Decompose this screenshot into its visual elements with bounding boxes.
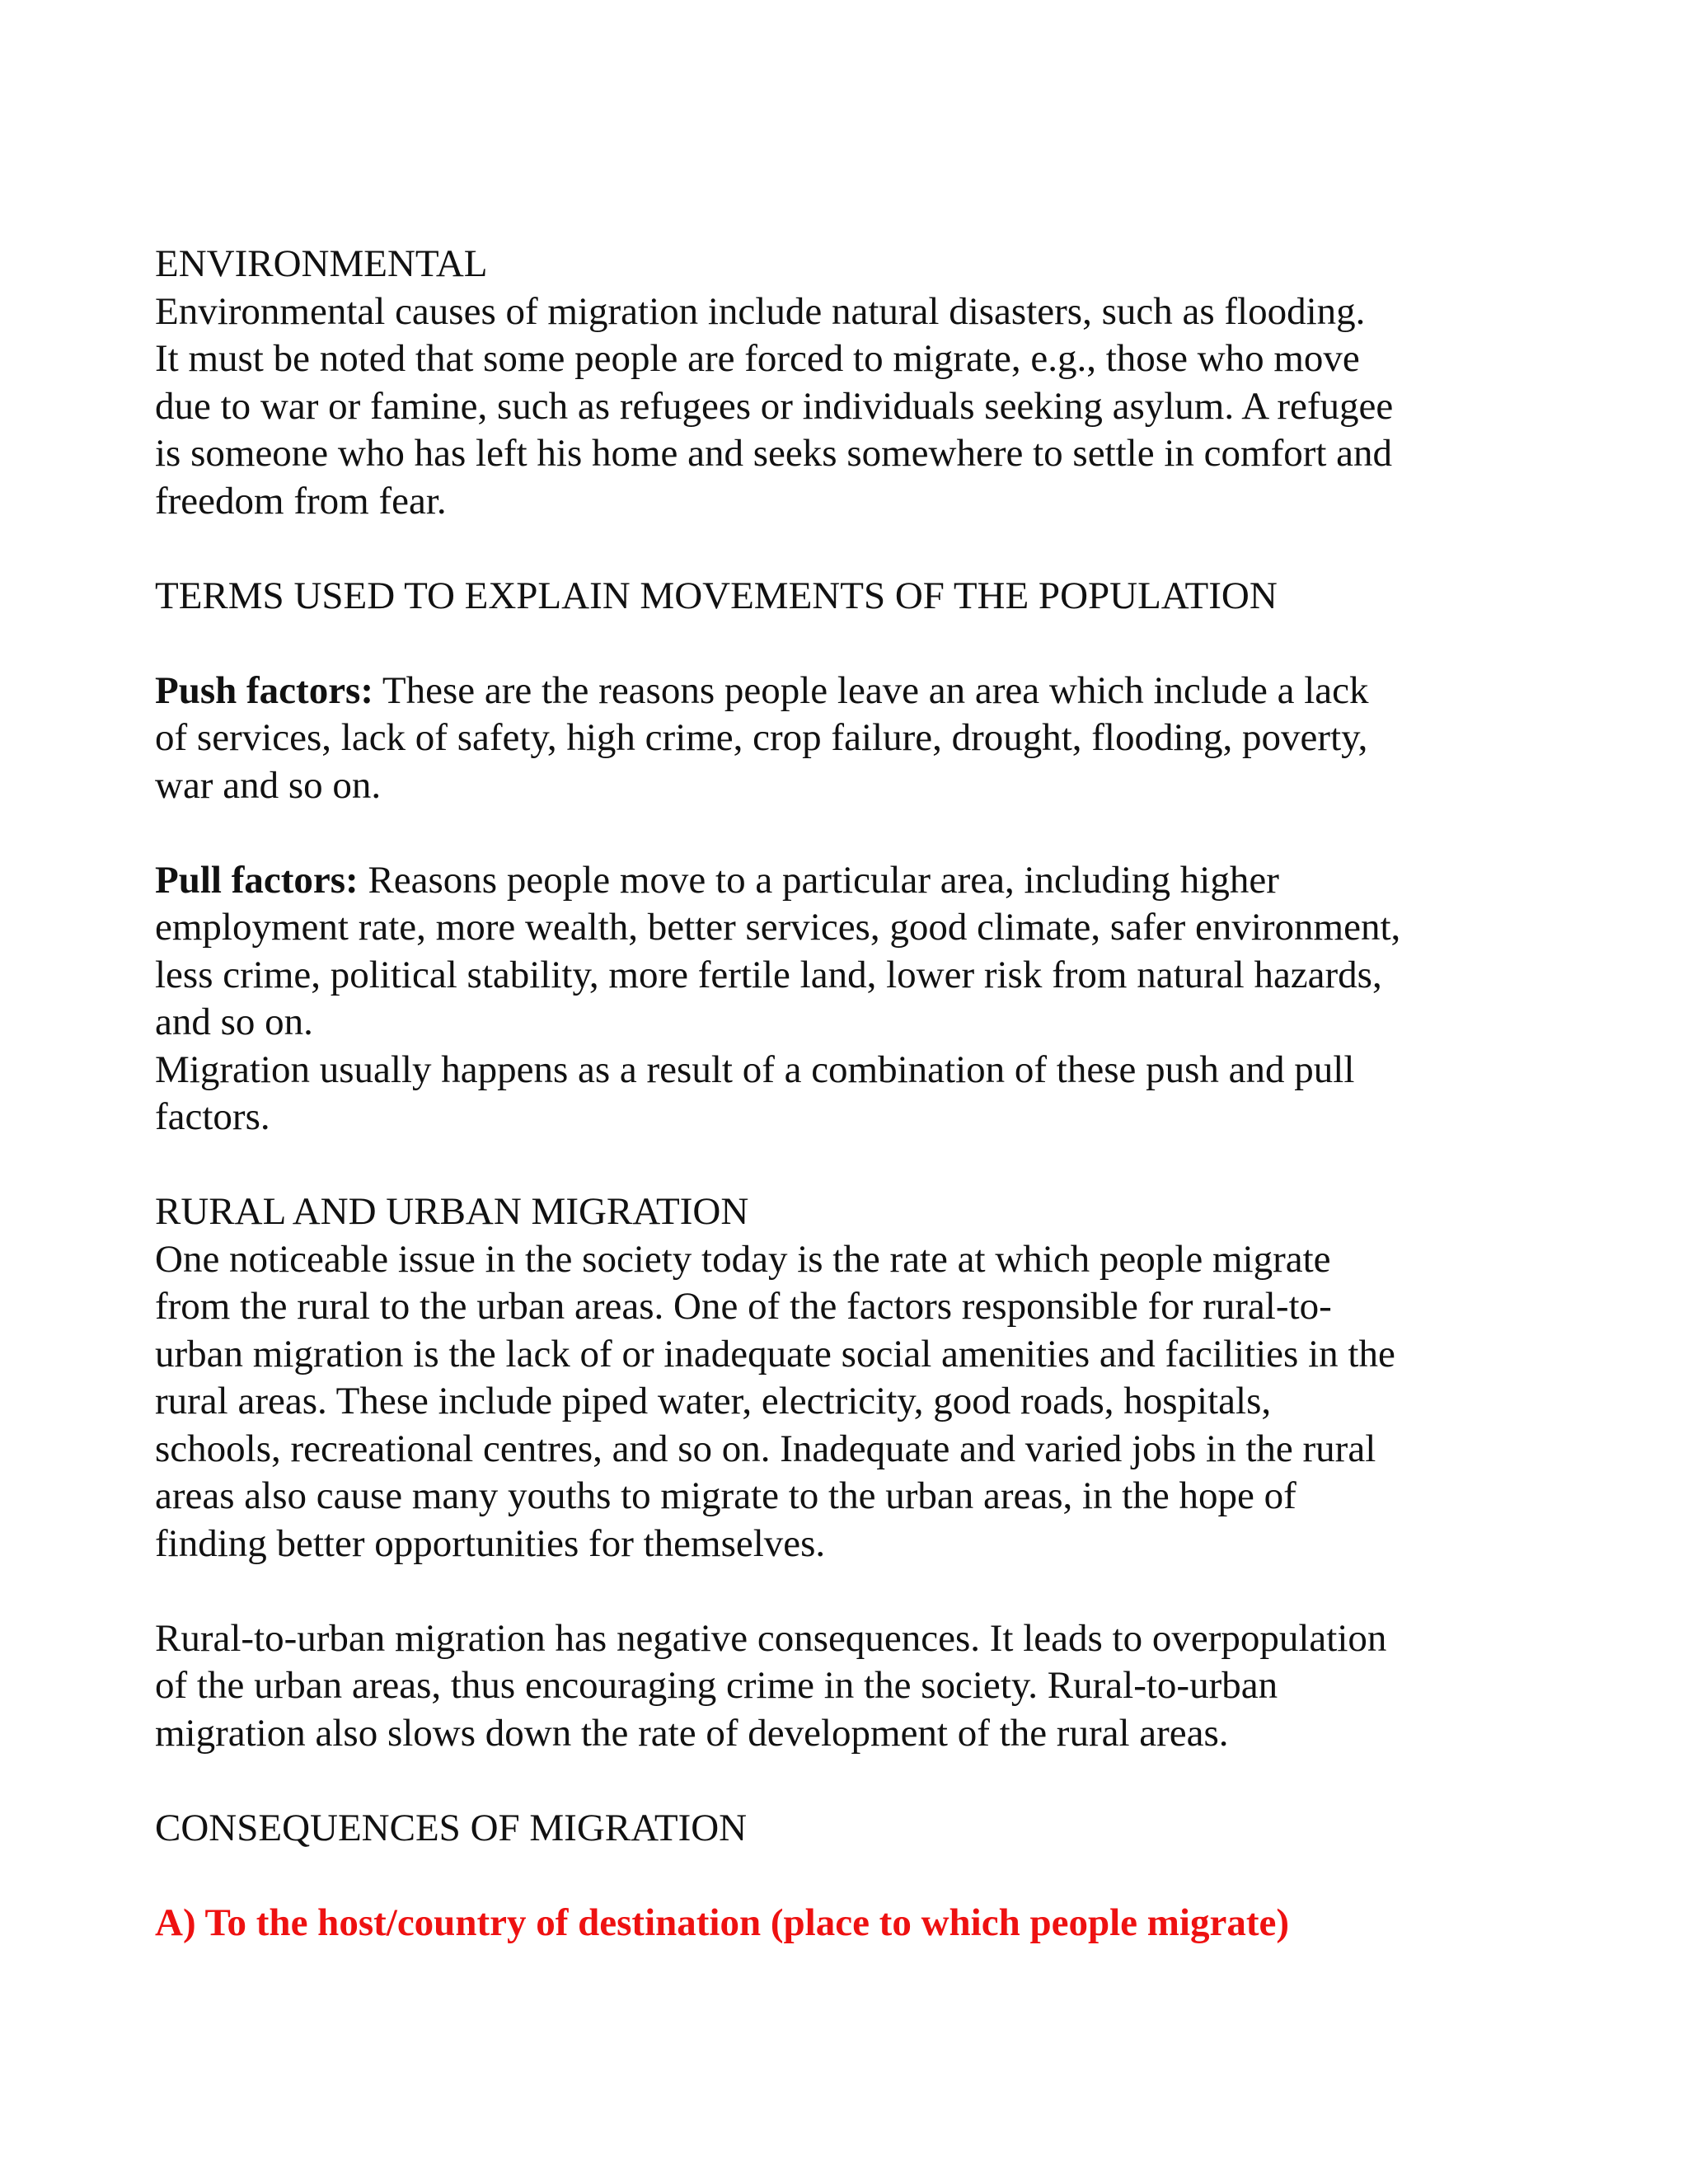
- paragraph-line: employment rate, more wealth, better services, good climate, safer environment,: [155, 906, 1401, 949]
- paragraph-line: urban migration is the lack of or inadequate social amenities and facilities in the: [155, 1332, 1395, 1376]
- spacer: [155, 525, 1556, 573]
- spacer: [155, 1852, 1556, 1900]
- paragraph-line: migration also slows down the rate of development of the rural areas.: [155, 1711, 1229, 1755]
- section-heading-terms: TERMS USED TO EXPLAIN MOVEMENTS OF THE POPULATION: [155, 574, 1278, 617]
- spacer: [155, 1568, 1556, 1615]
- push-factors-label: Push factors:: [155, 668, 373, 712]
- pull-factors-text: Reasons people move to a particular area, including higher: [358, 858, 1279, 902]
- paragraph-line: finding better opportunities for themselves.: [155, 1521, 826, 1565]
- pull-factors-label: Pull factors:: [155, 858, 359, 902]
- push-factors-first-line: [155, 668, 1556, 715]
- paragraph-line: war and so on.: [155, 763, 382, 807]
- subheading-host-country: A) To the host/country of destination (place to which people migrate): [155, 1900, 1290, 1944]
- paragraph-line: is someone who has left his home and seeks somewhere to settle in comfort and: [155, 432, 1393, 475]
- paragraph-line: of the urban areas, thus encouraging crime in the society. Rural-to-urban: [155, 1664, 1278, 1707]
- spacer: [155, 809, 1556, 857]
- paragraph-line: of services, lack of safety, high crime, crop failure, drought, flooding, poverty,: [155, 716, 1368, 759]
- paragraph-line: One noticeable issue in the society today is the rate at which people migrate: [155, 1237, 1331, 1281]
- spacer: [155, 1757, 1556, 1805]
- paragraph-line: and so on.: [155, 1001, 313, 1043]
- spacer: [155, 620, 1556, 668]
- paragraph-line: from the rural to the urban areas. One of the factors responsible for rural-to-: [155, 1285, 1332, 1328]
- section-heading-consequences: CONSEQUENCES OF MIGRATION: [155, 1806, 748, 1849]
- paragraph-line: rural areas. These include piped water, electricity, good roads, hospitals,: [155, 1380, 1272, 1422]
- paragraph-line: Environmental causes of migration include natural disasters, such as flooding.: [155, 289, 1366, 333]
- paragraph-line: areas also cause many youths to migrate to the urban areas, in the hope of: [155, 1474, 1296, 1517]
- push-factors-text: These are the reasons people leave an area which include a lack: [373, 668, 1369, 712]
- paragraph-line: Migration usually happens as a result of a combination of these push and pull: [155, 1047, 1355, 1091]
- paragraph-line: less crime, political stability, more fertile land, lower risk from natural hazards,: [155, 953, 1382, 996]
- paragraph-line: Rural-to-urban migration has negative consequences. It leads to overpopulation: [155, 1616, 1387, 1660]
- document-page: [155, 241, 1556, 1947]
- paragraph-line: due to war or famine, such as refugees or individuals seeking asylum. A refugee: [155, 384, 1394, 428]
- paragraph-line: factors.: [155, 1095, 270, 1138]
- paragraph-line: It must be noted that some people are forced to migrate, e.g., those who move: [155, 337, 1360, 380]
- section-heading-environmental: ENVIRONMENTAL: [155, 242, 488, 285]
- paragraph-line: freedom from fear.: [155, 479, 447, 523]
- section-heading-rural-urban: RURAL AND URBAN MIGRATION: [155, 1190, 749, 1233]
- spacer: [155, 1141, 1556, 1189]
- pull-factors-first-line: [155, 857, 1556, 905]
- paragraph-line: schools, recreational centres, and so on. Inadequate and varied jobs in the rural: [155, 1427, 1376, 1470]
